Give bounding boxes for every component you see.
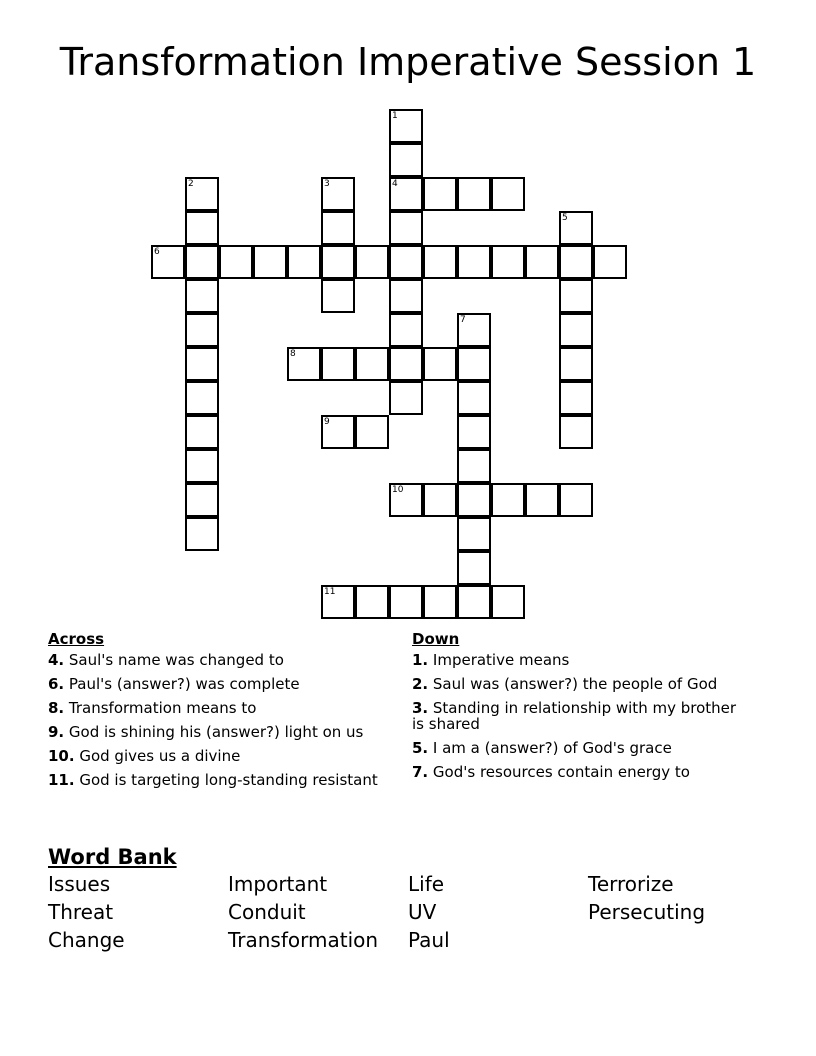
grid-cell[interactable] <box>185 449 219 483</box>
page-title: Transformation Imperative Session 1 <box>59 40 757 84</box>
clue-number: 10 <box>392 485 404 495</box>
grid-cell[interactable] <box>185 483 219 517</box>
grid-cell[interactable] <box>389 279 423 313</box>
word-bank-word: UV <box>408 900 437 924</box>
grid-cell[interactable] <box>185 517 219 551</box>
word-bank-word: Persecuting <box>588 900 706 924</box>
grid-cell[interactable] <box>559 211 593 245</box>
word-bank-word: Change <box>48 928 125 952</box>
grid-cell[interactable] <box>185 279 219 313</box>
word-bank-word: Terrorize <box>588 872 674 896</box>
across-heading: Across <box>48 630 105 648</box>
grid-cell[interactable] <box>423 177 457 211</box>
grid-cell[interactable] <box>185 415 219 449</box>
word-bank-word: Threat <box>48 900 114 924</box>
grid-cell[interactable] <box>389 109 423 143</box>
grid-cell[interactable] <box>355 585 389 619</box>
grid-cell[interactable] <box>321 245 355 279</box>
grid-cell[interactable] <box>389 585 423 619</box>
grid-cell[interactable] <box>185 381 219 415</box>
grid-cell[interactable] <box>559 347 593 381</box>
grid-cell[interactable] <box>457 245 491 279</box>
grid-cell[interactable] <box>423 347 457 381</box>
down-clue: 1. Imperative means <box>412 651 570 669</box>
word-bank-word: Life <box>408 872 445 896</box>
grid-cell[interactable] <box>457 449 491 483</box>
clue-number: 6 <box>154 247 160 257</box>
grid-cell[interactable] <box>389 381 423 415</box>
grid-cell[interactable] <box>389 143 423 177</box>
across-clue: 11. God is targeting long-standing resistant <box>48 771 378 789</box>
grid-cell[interactable] <box>253 245 287 279</box>
grid-cell[interactable] <box>185 313 219 347</box>
down-clue: 2. Saul was (answer?) the people of God <box>412 675 718 693</box>
grid-cell[interactable] <box>287 347 321 381</box>
grid-cell[interactable] <box>389 483 423 517</box>
grid-cell[interactable] <box>389 347 423 381</box>
grid-cell[interactable] <box>219 245 253 279</box>
grid-cell[interactable] <box>151 245 185 279</box>
clue-number: 8 <box>290 349 296 359</box>
grid-cell[interactable] <box>389 245 423 279</box>
clue-number: 4 <box>392 179 398 189</box>
clue-number: 5 <box>562 213 568 223</box>
grid-cell[interactable] <box>389 211 423 245</box>
word-bank-heading: Word Bank <box>48 845 177 869</box>
grid-cell[interactable] <box>525 483 559 517</box>
grid-cell[interactable] <box>389 177 423 211</box>
clue-number: 1 <box>392 111 398 121</box>
grid-cell[interactable] <box>321 279 355 313</box>
grid-cell[interactable] <box>355 245 389 279</box>
grid-cell[interactable] <box>287 245 321 279</box>
grid-cell[interactable] <box>457 551 491 585</box>
across-clue: 10. God gives us a divine <box>48 747 241 765</box>
grid-cell[interactable] <box>457 177 491 211</box>
grid-cell[interactable] <box>457 347 491 381</box>
grid-cell[interactable] <box>491 483 525 517</box>
grid-cell[interactable] <box>185 347 219 381</box>
across-clue: 6. Paul's (answer?) was complete <box>48 675 300 693</box>
grid-cell[interactable] <box>559 483 593 517</box>
grid-cell[interactable] <box>185 211 219 245</box>
clue-number: 11 <box>324 587 336 597</box>
grid-cell[interactable] <box>457 313 491 347</box>
down-heading: Down <box>412 630 460 648</box>
grid-cell[interactable] <box>321 177 355 211</box>
word-bank-word: Transformation <box>228 928 379 952</box>
down-clues <box>412 630 752 788</box>
across-clues <box>48 630 378 796</box>
across-clue: 9. God is shining his (answer?) light on us <box>48 723 364 741</box>
grid-cell[interactable] <box>457 483 491 517</box>
grid-cell[interactable] <box>321 347 355 381</box>
grid-cell[interactable] <box>457 415 491 449</box>
grid-cell[interactable] <box>457 585 491 619</box>
grid-cell[interactable] <box>321 415 355 449</box>
grid-cell[interactable] <box>491 245 525 279</box>
grid-cell[interactable] <box>559 415 593 449</box>
grid-cell[interactable] <box>559 381 593 415</box>
grid-cell[interactable] <box>491 585 525 619</box>
word-bank-word: Important <box>228 872 328 896</box>
grid-cell[interactable] <box>491 177 525 211</box>
grid-cell[interactable] <box>185 245 219 279</box>
down-clue: 5. I am a (answer?) of God's grace <box>412 739 672 757</box>
grid-cell[interactable] <box>321 585 355 619</box>
grid-cell[interactable] <box>525 245 559 279</box>
grid-cell[interactable] <box>355 347 389 381</box>
grid-cell[interactable] <box>559 279 593 313</box>
grid-cell[interactable] <box>457 381 491 415</box>
clue-number: 7 <box>460 315 466 325</box>
clue-number: 9 <box>324 417 330 427</box>
word-bank-word: Issues <box>48 872 111 896</box>
across-clue: 4. Saul's name was changed to <box>48 651 284 669</box>
clue-number: 3 <box>324 179 330 189</box>
grid-cell[interactable] <box>593 245 627 279</box>
grid-cell[interactable] <box>559 245 593 279</box>
word-bank-word: Conduit <box>228 900 306 924</box>
grid-cell[interactable] <box>423 483 457 517</box>
grid-cell[interactable] <box>559 313 593 347</box>
grid-cell[interactable] <box>355 415 389 449</box>
down-clue: 3. Standing in relationship with my brother is shared <box>412 699 737 733</box>
grid-cell[interactable] <box>389 313 423 347</box>
grid-cell[interactable] <box>423 585 457 619</box>
grid-cell[interactable] <box>457 517 491 551</box>
across-clue: 8. Transformation means to <box>48 699 257 717</box>
word-bank-word: Paul <box>408 928 450 952</box>
clue-number: 2 <box>188 179 194 189</box>
grid-cell[interactable] <box>423 245 457 279</box>
down-clue: 7. God's resources contain energy to <box>412 763 690 781</box>
grid-cell[interactable] <box>321 211 355 245</box>
grid-cell[interactable] <box>185 177 219 211</box>
